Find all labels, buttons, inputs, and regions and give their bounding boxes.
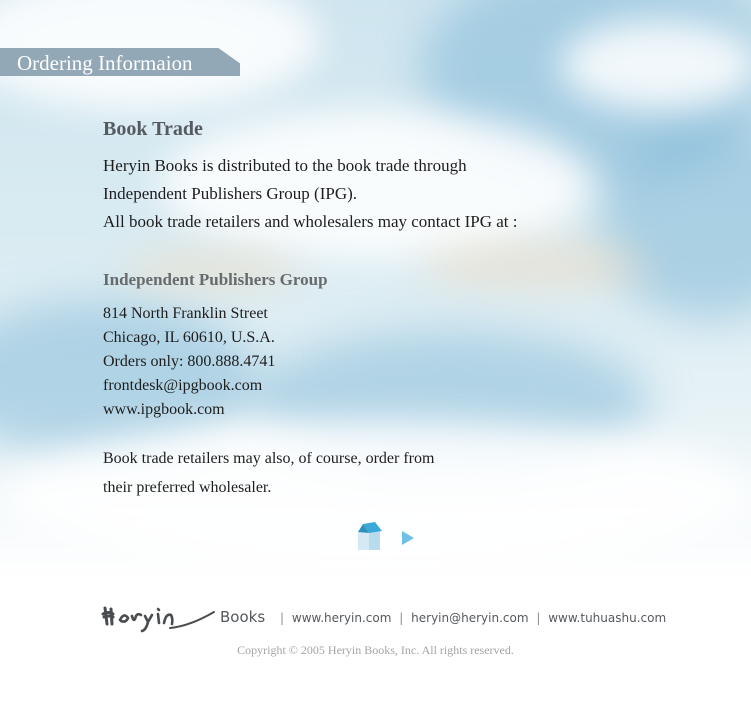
separator: | bbox=[536, 611, 541, 625]
footer-links bbox=[276, 611, 666, 625]
book-trade-line: Independent Publishers Group (IPG). bbox=[103, 184, 358, 203]
separator: | bbox=[399, 611, 404, 625]
address-email: frontdesk@ipgbook.com bbox=[103, 377, 263, 394]
closing-text bbox=[103, 444, 663, 502]
address-website: www.ipgbook.com bbox=[103, 401, 225, 418]
address-street: 814 North Franklin Street bbox=[103, 305, 268, 322]
play-arrow-icon[interactable] bbox=[400, 530, 416, 546]
email-link[interactable]: heryin@heryin.com bbox=[411, 611, 529, 625]
ipg-heading: Independent Publishers Group bbox=[103, 270, 328, 289]
copyright-text: Copyright © 2005 Heryin Books, Inc. All rights reserved. bbox=[237, 643, 514, 657]
section-tab-label: Ordering Informaion bbox=[17, 51, 193, 75]
book-trade-line: All book trade retailers and wholesalers may contact IPG at : bbox=[103, 212, 518, 231]
footer-bar bbox=[100, 600, 667, 634]
closing-line: Book trade retailers may also, of course, order from bbox=[103, 450, 435, 467]
website2-link[interactable]: www.tuhuashu.com bbox=[548, 611, 667, 625]
home-icon[interactable] bbox=[355, 521, 383, 551]
address-city: Chicago, IL 60610, U.S.A. bbox=[103, 329, 275, 346]
book-trade-text bbox=[103, 152, 663, 236]
ipg-address bbox=[103, 302, 663, 422]
website-link[interactable]: www.heryin.com bbox=[291, 611, 392, 625]
separator: | bbox=[280, 611, 285, 625]
brand-books-label: Books bbox=[220, 608, 266, 626]
heryin-logo[interactable] bbox=[100, 600, 218, 634]
main-content bbox=[103, 116, 663, 502]
book-trade-line: Heryin Books is distributed to the book trade through bbox=[103, 156, 467, 175]
closing-line: their preferred wholesaler. bbox=[103, 479, 272, 496]
address-phone: Orders only: 800.888.4741 bbox=[103, 353, 276, 370]
book-trade-heading: Book Trade bbox=[103, 118, 203, 140]
